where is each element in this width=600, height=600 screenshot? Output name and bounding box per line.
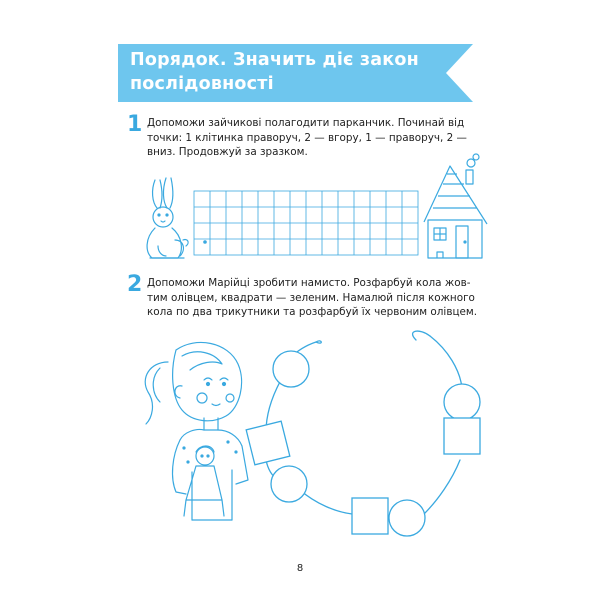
- girl-illustration: [145, 342, 248, 520]
- bead-square[interactable]: [352, 498, 388, 534]
- title-line-1: Порядок. Значить діє закон: [130, 50, 419, 70]
- bead-circle[interactable]: [273, 351, 309, 387]
- task-1-line-3: вниз. Продовжуй за зразком.: [147, 146, 308, 158]
- task-1-line-2: точки: 1 клітинка праворуч, 2 — вгору, 1 — праворуч, 2 —: [147, 131, 467, 144]
- bead-circle[interactable]: [271, 466, 307, 502]
- task-2-number: 2: [127, 272, 143, 297]
- bead-circle[interactable]: [444, 384, 480, 420]
- bead-circle[interactable]: [389, 500, 425, 536]
- bead-square[interactable]: [444, 418, 480, 454]
- page-number: 8: [296, 563, 304, 574]
- task-1-number: 1: [127, 112, 143, 137]
- bead-square[interactable]: [246, 421, 290, 465]
- task-2-line-2: тим олівцем, квадрати — зеленим. Намалюй після кожного: [147, 291, 475, 304]
- title-line-2: послідовності: [130, 74, 274, 94]
- task-1-line-1: Допоможи зайчикові полагодити парканчик. Починай від: [147, 117, 465, 129]
- task-2-line-3: кола по два трикутники та розфарбуй їх червоним олівцем.: [147, 306, 478, 318]
- task-2-line-1: Допоможи Марійці зробити намисто. Розфарбуй кола жов-: [147, 277, 471, 289]
